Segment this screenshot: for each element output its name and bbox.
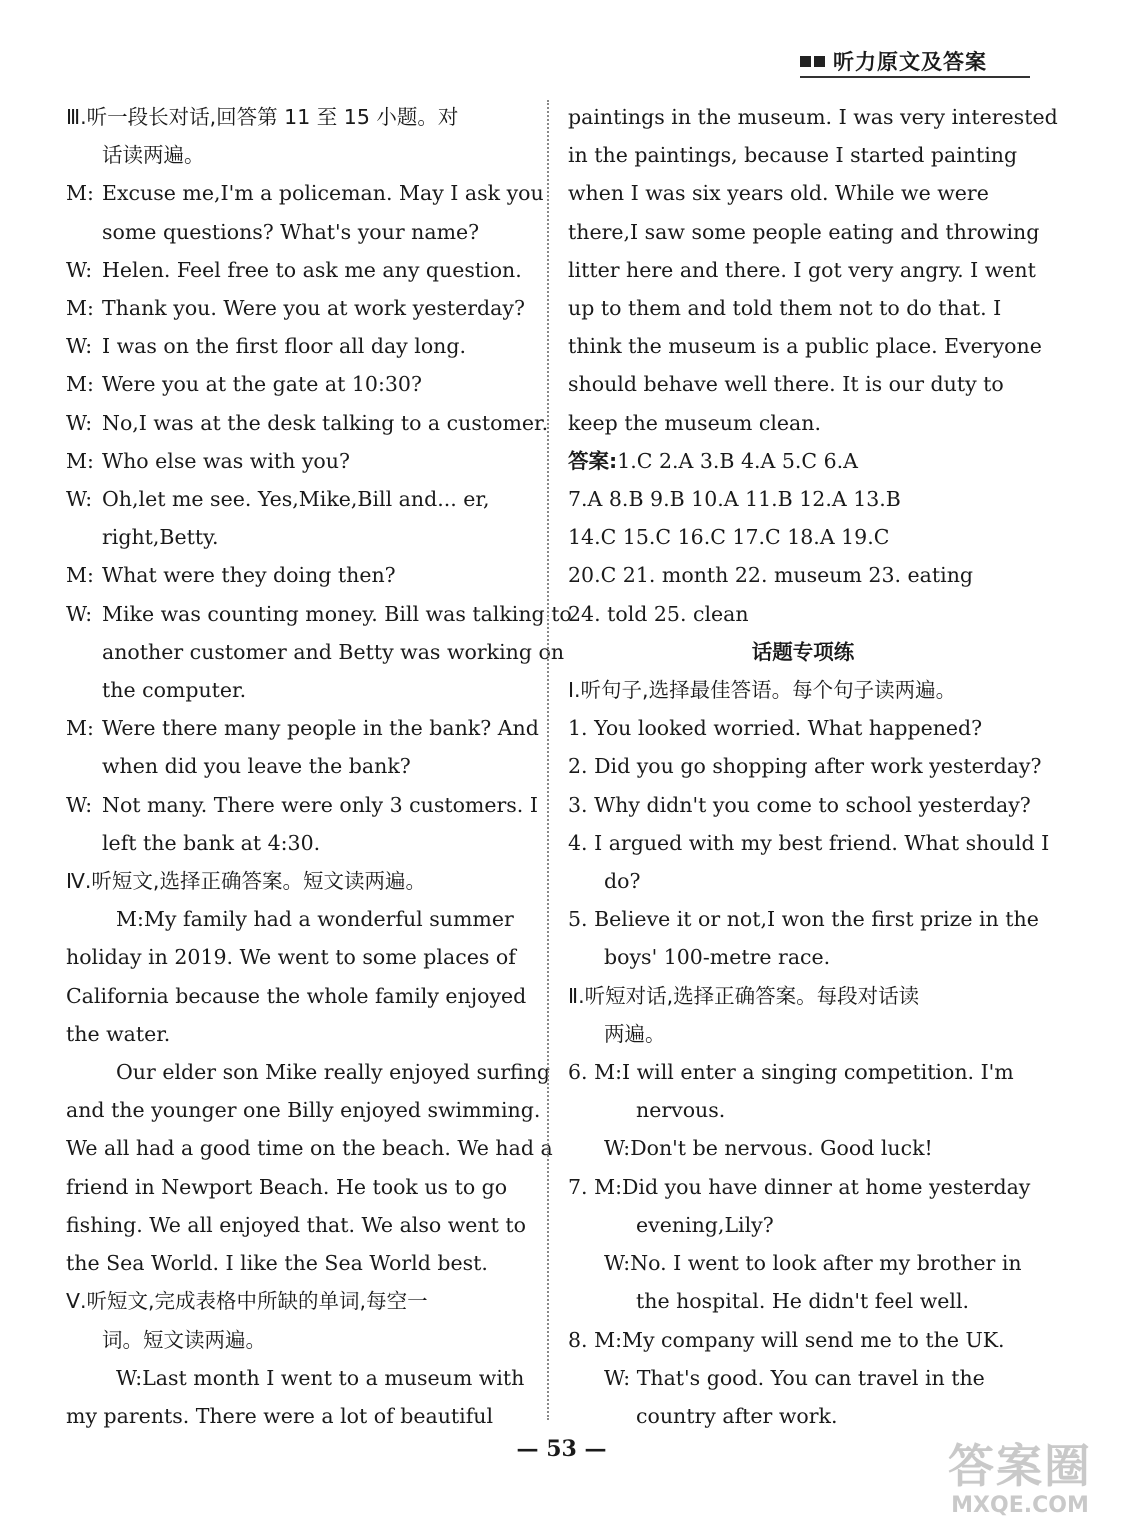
line-text: Our elder son Mike really enjoyed surfing — [116, 1060, 551, 1085]
text-line — [568, 518, 1038, 556]
line-text: Helen. Feel free to ask me any question. — [102, 257, 522, 282]
line-text: right,Betty. — [102, 525, 219, 550]
text-line — [568, 1053, 1038, 1091]
text-line — [568, 174, 1038, 212]
text-line — [568, 1206, 1038, 1244]
line-text: keep the museum clean. — [568, 410, 821, 435]
line-text: in the paintings, because I started painting — [568, 143, 1018, 168]
line-text: the hospital. He didn't feel well. — [636, 1289, 970, 1314]
line-text: W:Don't be nervous. Good luck! — [604, 1136, 933, 1161]
line-text: some questions? What's your name? — [102, 219, 480, 244]
text-line — [66, 1282, 532, 1320]
text-line — [66, 251, 532, 289]
speaker-label: W: — [66, 410, 93, 435]
text-line — [66, 327, 532, 365]
text-line — [568, 1397, 1038, 1435]
answer-label: 答案: — [568, 448, 618, 473]
speaker-label: W: — [66, 487, 93, 512]
line-text: when I was six years old. While we were — [568, 181, 989, 206]
line-text: What were they doing then? — [102, 563, 396, 588]
speaker-label: M: — [66, 716, 94, 741]
text-line — [66, 900, 532, 938]
header-title: 听力原文及答案 — [833, 50, 987, 74]
line-text: and the younger one Billy enjoyed swimming. — [66, 1098, 541, 1123]
text-line — [66, 136, 532, 174]
text-line — [66, 174, 544, 212]
text-line — [66, 404, 549, 442]
line-text: Not many. There were only 3 customers. I — [102, 792, 538, 817]
text-line — [568, 480, 1038, 518]
line-text: Who else was with you? — [102, 448, 350, 473]
column-divider — [547, 100, 549, 1420]
text-line — [568, 251, 1038, 289]
text-line — [568, 633, 1038, 671]
line-text: 3. Why didn't you come to school yesterday? — [568, 792, 1031, 817]
text-line — [568, 1168, 1038, 1206]
text-line — [66, 747, 532, 785]
text-line — [568, 862, 1038, 900]
text-line — [66, 824, 532, 862]
line-text: 4. I argued with my best friend. What should I — [568, 830, 1050, 855]
line-text: No,I was at the desk talking to a customer. — [102, 410, 549, 435]
text-line — [568, 213, 1038, 251]
line-text: holiday in 2019. We went to some places of — [66, 945, 516, 970]
line-text: 1.C 2.A 3.B 4.A 5.C 6.A — [617, 448, 858, 473]
line-text: litter here and there. I got very angry. I went — [568, 257, 1036, 282]
text-line — [568, 327, 1042, 365]
text-line — [568, 136, 1038, 174]
line-text: 20.C 21. month 22. museum 23. eating — [568, 563, 974, 588]
text-line — [568, 1244, 1038, 1282]
text-line — [568, 671, 1038, 709]
line-text: W: That's good. You can travel in the — [604, 1365, 985, 1390]
text-line — [66, 213, 532, 251]
line-text: do? — [604, 869, 641, 894]
text-line — [568, 289, 1038, 327]
page-header — [800, 44, 1030, 78]
line-text: there,I saw some people eating and throwing — [568, 219, 1040, 244]
text-line — [66, 480, 532, 518]
text-line — [66, 938, 532, 976]
speaker-label: M: — [66, 296, 94, 321]
text-line — [568, 365, 1038, 403]
line-text: 7. M:Did you have dinner at home yesterday — [568, 1174, 1031, 1199]
text-line — [568, 1015, 1038, 1053]
line-text: 话读两遍。 — [102, 143, 205, 168]
line-text: W:Last month I went to a museum with — [116, 1365, 525, 1390]
line-text: another customer and Betty was working on — [102, 639, 565, 664]
text-line — [568, 1091, 1038, 1129]
text-line — [568, 900, 1038, 938]
text-line — [568, 786, 1038, 824]
line-text: the water. — [66, 1021, 171, 1046]
line-text: Excuse me,I'm a policeman. May I ask you — [102, 181, 544, 206]
text-line — [568, 404, 1038, 442]
text-line — [568, 824, 1050, 862]
text-line — [66, 671, 532, 709]
line-text: should behave well there. It is our duty to — [568, 372, 1004, 397]
line-text: Were you at the gate at 10:30? — [102, 372, 422, 397]
text-line — [568, 1129, 1038, 1167]
text-line — [66, 1168, 532, 1206]
line-text: 24. told 25. clean — [568, 601, 749, 626]
line-text: 7.A 8.B 9.B 10.A 11.B 12.A 13.B — [568, 487, 901, 512]
line-text: 2. Did you go shopping after work yesterday? — [568, 754, 1042, 779]
text-line — [66, 633, 565, 671]
line-text: friend in Newport Beach. He took us to go — [66, 1174, 508, 1199]
speaker-label: M: — [66, 372, 94, 397]
text-line — [66, 1129, 553, 1167]
line-text: the Sea World. I like the Sea World best. — [66, 1251, 488, 1276]
line-text: Mike was counting money. Bill was talking to — [102, 601, 572, 626]
line-text: California because the whole family enjoyed — [66, 983, 527, 1008]
line-text: 14.C 15.C 16.C 17.C 18.A 19.C — [568, 525, 890, 550]
text-line — [568, 977, 1038, 1015]
text-line — [66, 1321, 532, 1359]
text-line — [66, 1015, 532, 1053]
text-line — [66, 1359, 532, 1397]
page-number: — 53 — — [516, 1436, 607, 1462]
line-text: We all had a good time on the beach. We had a — [66, 1136, 553, 1161]
text-line — [66, 518, 532, 556]
line-text: country after work. — [636, 1403, 838, 1428]
line-text: Ⅱ.听短对话,选择正确答案。每段对话读 — [568, 983, 920, 1008]
text-line — [66, 595, 572, 633]
left-column — [66, 98, 572, 1435]
text-line — [66, 1091, 541, 1129]
line-text: fishing. We all enjoyed that. We also went to — [66, 1212, 526, 1237]
watermark-logo: 答案圈 MXQE.COM — [948, 1439, 1092, 1518]
line-text: M:My family had a wonderful summer — [116, 907, 514, 932]
line-text: 词。短文读两遍。 — [102, 1327, 266, 1352]
text-line — [66, 709, 539, 747]
text-line — [568, 556, 1038, 594]
line-text: think the museum is a public place. Everyone — [568, 334, 1042, 359]
header-rule — [800, 76, 1030, 78]
line-text: nervous. — [636, 1098, 726, 1123]
text-line — [66, 442, 532, 480]
header-squares-icon — [800, 56, 825, 67]
line-text: 话题专项练 — [751, 639, 855, 664]
line-text: paintings in the museum. I was very interested — [568, 105, 1058, 129]
line-text: evening,Lily? — [636, 1212, 774, 1237]
line-text: Were there many people in the bank? And — [102, 716, 539, 741]
text-line — [66, 1244, 532, 1282]
line-text: my parents. There were a lot of beautiful — [66, 1403, 494, 1428]
text-line — [568, 1321, 1038, 1359]
text-line — [66, 786, 538, 824]
line-text: W:No. I went to look after my brother in — [604, 1251, 1022, 1276]
line-text: left the bank at 4:30. — [102, 830, 321, 855]
text-line — [66, 862, 532, 900]
speaker-label: M: — [66, 448, 94, 473]
text-line — [66, 365, 532, 403]
text-line — [568, 709, 1038, 747]
line-text: Oh,let me see. Yes,Mike,Bill and... er, — [102, 487, 490, 512]
line-text: 8. M:My company will send me to the UK. — [568, 1327, 1005, 1352]
speaker-label: W: — [66, 334, 93, 359]
line-text: I was on the first floor all day long. — [102, 334, 467, 359]
text-line — [66, 1397, 532, 1435]
line-text: up to them and told them not to do that. I — [568, 296, 1002, 321]
line-text: boys' 100-metre race. — [604, 945, 831, 970]
line-text: Ⅰ.听句子,选择最佳答语。每个句子读两遍。 — [568, 678, 957, 703]
speaker-label: W: — [66, 601, 93, 626]
line-text: when did you leave the bank? — [102, 754, 411, 779]
speaker-label: M: — [66, 563, 94, 588]
right-column — [568, 98, 1058, 1435]
line-text: 6. M:I will enter a singing competition. I'm — [568, 1060, 1014, 1085]
text-line — [66, 1053, 551, 1091]
text-line — [568, 938, 1038, 976]
line-text: 1. You looked worried. What happened? — [568, 716, 983, 741]
text-line — [66, 289, 532, 327]
line-text: Ⅴ.听短文,完成表格中所缺的单词,每空一 — [66, 1289, 428, 1314]
text-line — [66, 98, 532, 136]
speaker-label: M: — [66, 181, 94, 206]
text-line — [568, 442, 1038, 480]
line-text: 5. Believe it or not,I won the first prize in the — [568, 907, 1039, 932]
line-text: the computer. — [102, 678, 247, 703]
line-text: 两遍。 — [604, 1021, 666, 1046]
speaker-label: W: — [66, 257, 93, 282]
text-line — [568, 1359, 1038, 1397]
text-line — [568, 595, 1038, 633]
text-line — [66, 1206, 532, 1244]
speaker-label: W: — [66, 792, 93, 817]
text-line — [66, 556, 532, 594]
line-text: Ⅳ.听短文,选择正确答案。短文读两遍。 — [66, 869, 426, 894]
text-line — [568, 747, 1042, 785]
text-line — [568, 1282, 1038, 1320]
text-line — [66, 977, 532, 1015]
text-line — [568, 98, 1058, 136]
line-text: Thank you. Were you at work yesterday? — [102, 296, 525, 321]
line-text: Ⅲ.听一段长对话,回答第 11 至 15 小题。对 — [66, 105, 459, 129]
